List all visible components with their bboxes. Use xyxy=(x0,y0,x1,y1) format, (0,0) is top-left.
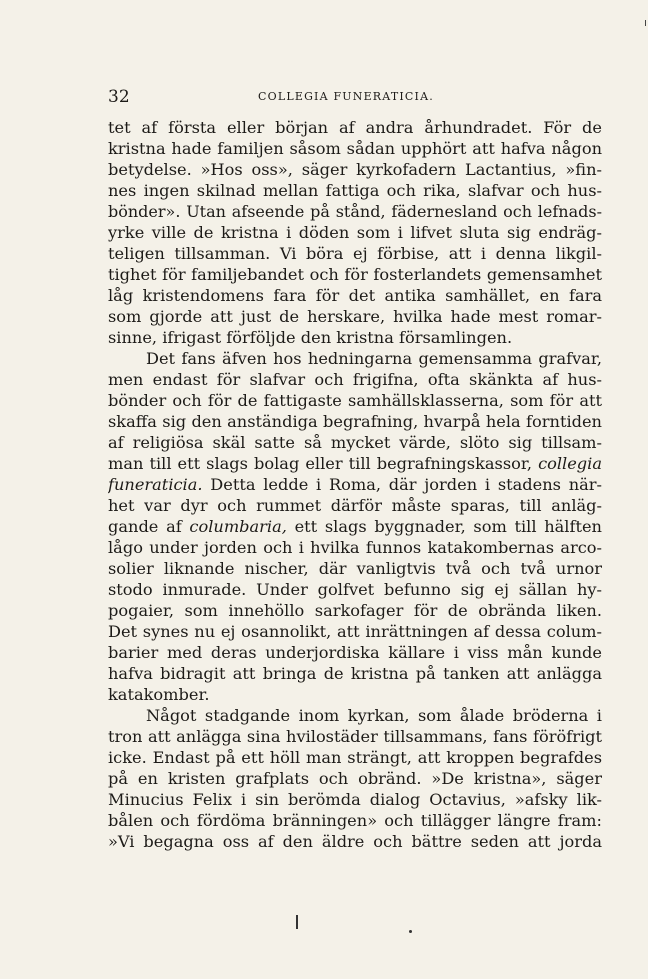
text-line: tron att anlägga sina hvilostäder tillsammans, fans föröfrigt xyxy=(108,727,602,746)
text-line: men endast för slafvar och frigifna, ofta skänkta af hus- xyxy=(108,370,602,389)
text-line: tet af första eller början af andra århundradet. För de xyxy=(108,118,602,137)
text-line: sinne, ifrigast förföljde den kristna församlingen. xyxy=(108,328,513,347)
text-line: teligen tillsamman. Vi böra ej förbise, att i denna likgil- xyxy=(108,244,602,263)
text-line: bönder och för de fattigaste samhällsklasserna, som för att xyxy=(108,391,602,410)
text-line: yrke ville de kristna i döden som i lifvet sluta sig endräg- xyxy=(108,223,602,242)
text-line: pogaier, som innehöllo sarkofager för de obrända liken. xyxy=(108,601,602,620)
text-line: lågo under jorden och i hvilka funnos katakombernas arco- xyxy=(108,538,602,557)
print-speck xyxy=(296,915,298,929)
text-line: nes ingen skilnad mellan fattiga och rika, slafvar och hus- xyxy=(108,181,602,200)
text-line: »Vi begagna oss af den äldre och bättre seden att jorda xyxy=(108,832,602,851)
text-line: katakomber. xyxy=(108,685,210,704)
page-number: 32 xyxy=(108,87,130,107)
text-line: på en kristen grafplats och obränd. »De kristna», säger xyxy=(108,769,602,788)
text-line: Det synes nu ej osannolikt, att inrättningen af dessa colum- xyxy=(108,622,602,641)
text-line: tighet för familjebandet och för fosterlandets gemensamhet xyxy=(108,265,602,284)
text-line: stodo inmurade. Under golfvet befunno sig ej sällan hy- xyxy=(108,580,602,599)
text-line: Minucius Felix i sin berömda dialog Octavius, »afsky lik- xyxy=(108,790,602,809)
text-line: het var dyr och rummet därför måste sparas, till anläg- xyxy=(108,496,602,515)
edge-mark xyxy=(645,20,646,26)
text-line: bålen och fördöma bränningen» och tillägger längre fram: xyxy=(108,811,602,830)
text-line: låg kristendomens fara för det antika samhället, en fara xyxy=(108,286,602,305)
text-line: Det fans äfven hos hedningarna gemensamma grafvar, xyxy=(146,349,602,368)
text-line: hafva bidragit att bringa de kristna på tanken att anlägga xyxy=(108,664,602,683)
text-line: af religiösa skäl satte så mycket värde, slöto sig tillsam- xyxy=(108,433,602,452)
running-head: COLLEGIA FUNERATICIA. xyxy=(258,90,434,103)
text-line: man till ett slags bolag eller till begrafningskassor, collegia xyxy=(108,454,602,473)
body-text xyxy=(108,117,602,852)
text-line: icke. Endast på ett höll man strängt, att kroppen begrafdes xyxy=(108,748,602,767)
text-line: skaffa sig den anständiga begrafning, hvarpå hela forntiden xyxy=(108,412,602,431)
text-line: betydelse. »Hos oss», säger kyrkofadern Lactantius, »fin- xyxy=(108,160,602,179)
text-line: bönder». Utan afseende på stånd, fädernesland och lefnads- xyxy=(108,202,602,221)
text-line: funeraticia. Detta ledde i Roma, där jorden i stadens när- xyxy=(108,475,602,494)
text-line: solier liknande nischer, där vanligtvis två och två urnor xyxy=(108,559,602,578)
page-header xyxy=(108,86,608,108)
text-line: Något stadgande inom kyrkan, som ålade bröderna i xyxy=(146,706,602,725)
print-speck xyxy=(409,930,412,933)
text-line: barier med deras underjordiska källare i viss mån kunde xyxy=(108,643,602,662)
text-line: kristna hade familjen såsom sådan upphört att hafva någon xyxy=(108,139,602,158)
text-line: gande af columbaria, ett slags byggnader, som till hälften xyxy=(108,517,602,536)
text-line: som gjorde att just de herskare, hvilka hade mest romar- xyxy=(108,307,602,326)
